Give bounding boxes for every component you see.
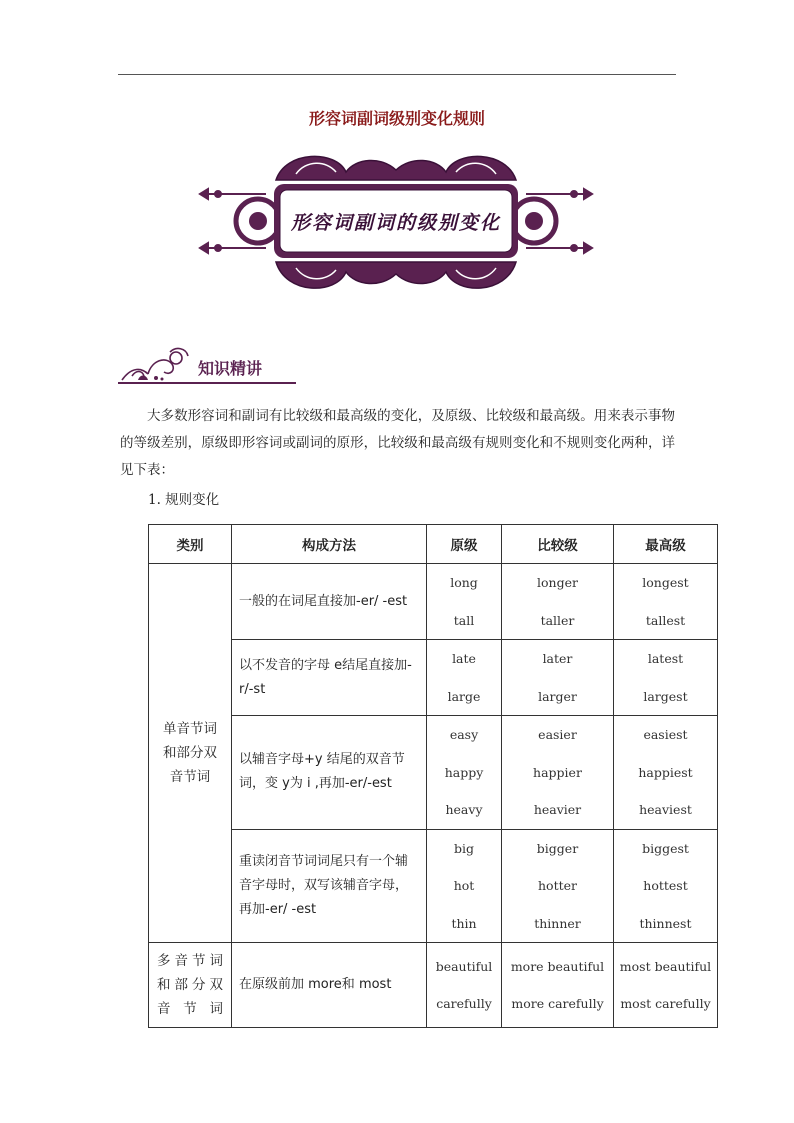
word: heaviest <box>639 802 692 817</box>
method-cell: 以辅音字母+y 结尾的双音节词，变 y为 i ,再加-er/-est <box>232 716 427 830</box>
comparative-cell <box>502 943 614 1028</box>
word: thinner <box>534 915 581 931</box>
word: easier <box>538 727 577 742</box>
word: tallest <box>645 612 686 628</box>
word: happiest <box>638 764 693 780</box>
word: latest <box>647 651 684 666</box>
word: tall <box>453 612 475 628</box>
word: happy <box>444 764 484 780</box>
comparison-table <box>148 524 718 1028</box>
word: thinnest <box>639 915 692 931</box>
subheading: 1. 规则变化 <box>148 492 220 508</box>
word: hottest <box>643 878 688 893</box>
base-cell <box>427 564 502 640</box>
category-label: 多音节词和部分双音节词 <box>157 953 223 1017</box>
comparative-cell <box>502 716 614 830</box>
banner-title: 形容词副词的级别变化 <box>290 212 501 234</box>
word: most carefully <box>620 996 711 1011</box>
word: big <box>453 840 474 856</box>
intro-paragraph: 大多数形容词和副词有比较级和最高级的变化，及原级、比较级和最高级。用来表示事物的等级差别，原级即形容词或副词的原形，比较级和最高级有规则变化和不规则变化两种，详见下表： <box>120 408 675 478</box>
superlative-cell <box>614 943 718 1028</box>
category-cell <box>149 564 232 943</box>
word: thin <box>451 915 477 931</box>
method-cell: 一般的在词尾直接加-er/ -est <box>232 564 427 640</box>
base-cell <box>427 829 502 943</box>
floral-flourish-icon <box>118 346 194 382</box>
superlative-cell <box>614 564 718 640</box>
section-underline <box>118 382 296 384</box>
base-cell <box>427 943 502 1028</box>
table-row <box>149 640 718 716</box>
table-row <box>149 564 718 640</box>
word: easy <box>449 727 479 742</box>
word: largest <box>643 688 688 704</box>
word: long <box>450 575 478 590</box>
superlative-cell <box>614 640 718 716</box>
document-title: 形容词副词级别变化规则 <box>308 109 485 128</box>
word: heavy <box>445 802 483 817</box>
word: longest <box>642 575 689 590</box>
word: most beautiful <box>619 958 712 974</box>
word: more carefully <box>511 996 604 1011</box>
word: hotter <box>538 878 577 893</box>
base-cell <box>427 716 502 830</box>
section-header <box>118 346 298 386</box>
word: longer <box>537 575 578 590</box>
word: happier <box>533 764 582 780</box>
section-title: 知识精讲 <box>198 359 263 378</box>
superlative-cell <box>614 829 718 943</box>
category-cell <box>149 943 232 1028</box>
word: easiest <box>643 727 688 742</box>
method-cell: 在原级前加 more和 most <box>232 943 427 1028</box>
superlative-cell <box>614 716 718 830</box>
header-method: 构成方法 <box>232 525 427 564</box>
word: more beautiful <box>510 958 605 974</box>
comparative-cell <box>502 564 614 640</box>
decorative-banner <box>196 150 596 295</box>
word: carefully <box>436 996 492 1011</box>
comparative-cell <box>502 640 614 716</box>
header-category: 类别 <box>149 525 232 564</box>
word: taller <box>540 612 575 628</box>
table-row <box>149 943 718 1028</box>
table-row <box>149 829 718 943</box>
header-superlative: 最高级 <box>614 525 718 564</box>
table-row <box>149 716 718 830</box>
word: bigger <box>536 840 579 856</box>
word: biggest <box>642 840 689 856</box>
base-cell <box>427 640 502 716</box>
word: beautiful <box>435 958 493 974</box>
header-base: 原级 <box>427 525 502 564</box>
word: larger <box>538 688 577 704</box>
category-label: 单音节词和部分双音节词 <box>163 721 217 785</box>
header-rule <box>118 74 676 75</box>
word: heavier <box>533 802 582 817</box>
word: late <box>452 651 476 666</box>
word: hot <box>453 878 475 893</box>
header-comparative: 比较级 <box>502 525 614 564</box>
word: large <box>447 688 481 704</box>
table-header-row <box>149 525 718 564</box>
method-cell: 重读闭音节词词尾只有一个辅音字母时，双写该辅音字母，再加-er/ -est <box>232 829 427 943</box>
word: later <box>542 651 573 666</box>
comparative-cell <box>502 829 614 943</box>
method-cell: 以不发音的字母 e结尾直接加-r/-st <box>232 640 427 716</box>
